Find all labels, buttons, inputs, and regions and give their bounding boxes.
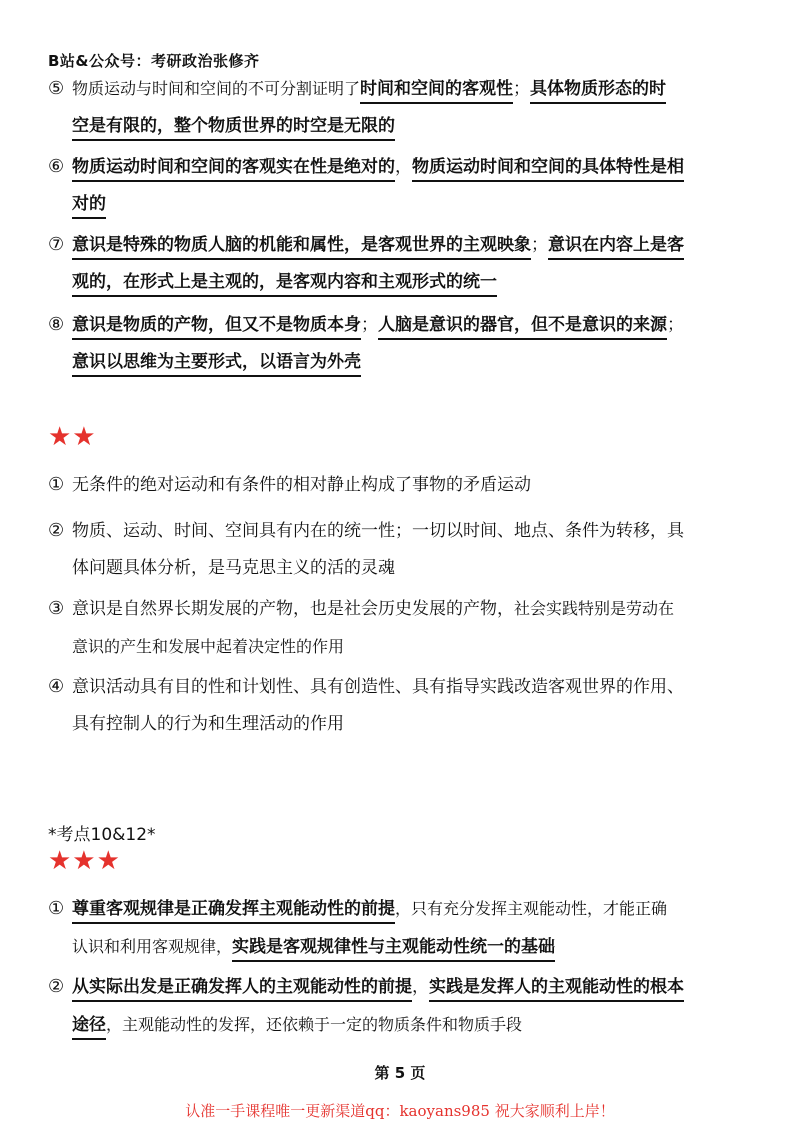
list-item: ② 从实际出发是正确发挥人的主观能动性的前提，实践是发挥人的主观能动性的根本 途径，主观能动性的发挥，还依赖于一定的物质条件和物质手段	[48, 968, 760, 1044]
list-item: ④ 意识活动具有目的性和计划性、具有创造性、具有指导实践改造客观世界的作用、 具有控制人的行为和生理活动的作用	[48, 676, 684, 734]
list-item: ② 物质、运动、时间、空间具有内在的统一性；一切以时间、地点、条件为转移，具 体问题具体分析，是马克思主义的活的灵魂	[48, 520, 684, 578]
list-item: ① 尊重客观规律是正确发挥主观能动性的前提，只有充分发挥主观能动性，才能正确 认识和利用客观规律，实践是客观规律性与主观能动性统一的基础	[48, 890, 760, 966]
list-item: ⑧ 意识是物质的产物，但又不是物质本身；人脑是意识的器官，但不是意识的来源； 意识以思维为主要形式，以语言为外壳	[48, 306, 760, 381]
importance-stars: ★★★	[48, 846, 121, 876]
list-item: ① 无条件的绝对运动和有条件的相对静止构成了事物的矛盾运动	[48, 474, 531, 495]
page-number: 第 5 页	[374, 1064, 426, 1082]
topic-tag: *考点10&12*	[48, 825, 156, 845]
list-item: ⑤ 物质运动与时间和空间的不可分割证明了时间和空间的客观性；具体物质形态的时 空是有限的，整个物质世界的时空是无限的	[48, 70, 760, 145]
footer-notice: 认准一手课程唯一更新渠道qq：kaoyans985 祝大家顺利上岸！	[185, 1102, 615, 1120]
list-item: ⑦ 意识是特殊的物质人脑的机能和属性，是客观世界的主观映象；意识在内容上是客 观的，在形式上是主观的，是客观内容和主观形式的统一	[48, 226, 760, 301]
list-item: ⑥ 物质运动时间和空间的客观实在性是绝对的，物质运动时间和空间的具体特性是相 对的	[48, 148, 760, 223]
list-item: ③ 意识是自然界长期发展的产物，也是社会历史发展的产物，社会实践特别是劳动在 意识的产生和发展中起着决定性的作用	[48, 598, 675, 656]
page-header: B站&公众号：考研政治张修齐	[48, 52, 260, 70]
importance-stars: ★★	[48, 422, 97, 452]
